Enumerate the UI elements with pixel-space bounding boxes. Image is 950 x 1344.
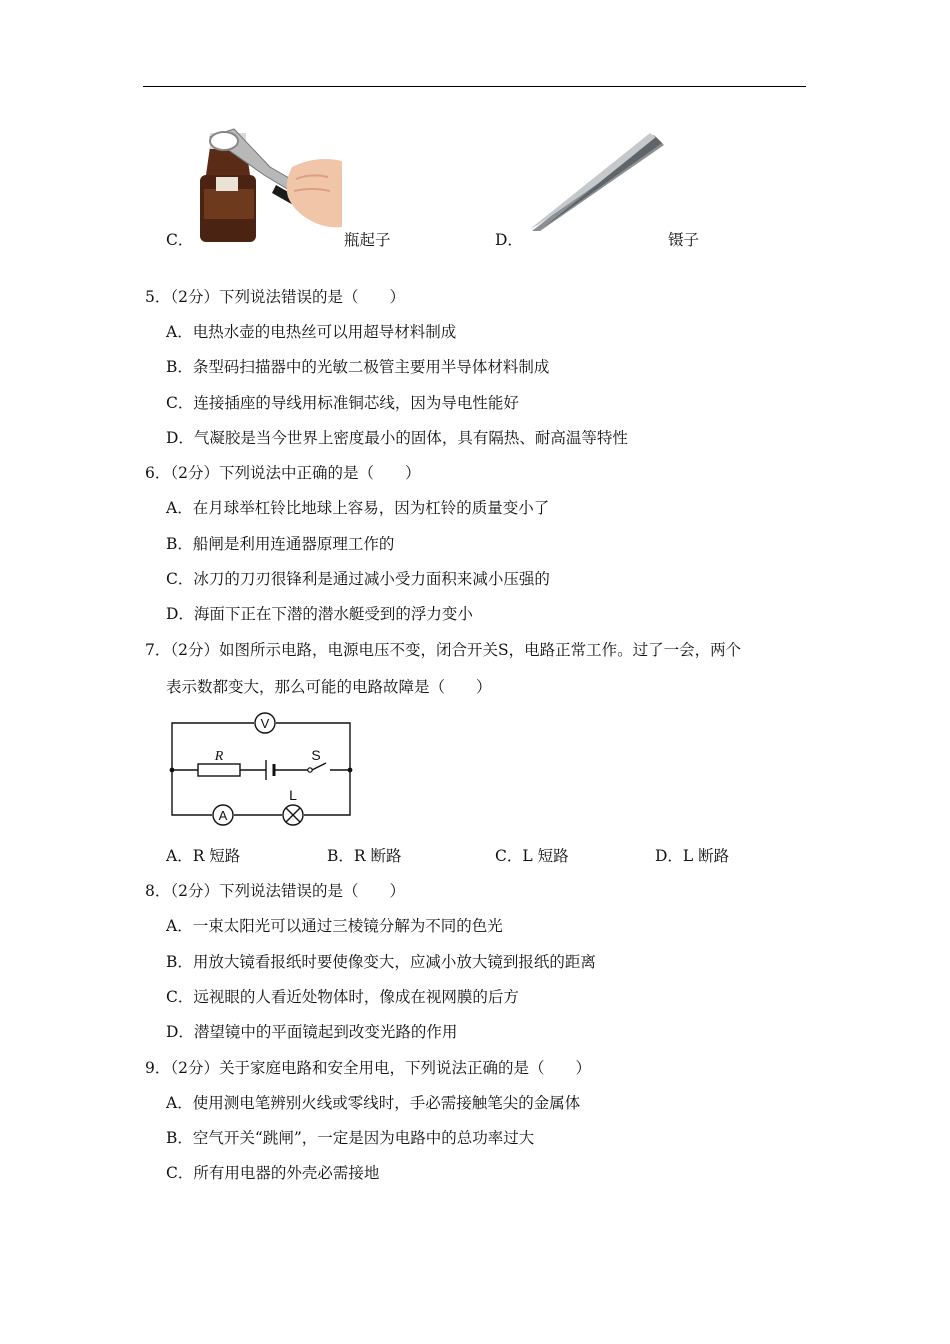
q5-option-a: A．电热水壶的电热丝可以用超导材料制成 [166,323,457,341]
resistor-label: R [214,749,224,764]
q5-option-c: C．连接插座的导线用标准铜芯线，因为导电性能好 [166,394,519,412]
q8-option-b: B．用放大镜看报纸时要使像变大，应减小放大镜到报纸的距离 [166,953,596,971]
q8-option-a: A．一束太阳光可以通过三棱镜分解为不同的色光 [166,917,503,935]
q7-option-b: B．R 断路 [327,847,402,865]
junction-dot-left [170,768,175,773]
q8-stem: 8．（2分）下列说法错误的是（ ） [145,882,405,900]
bottle-opener-image [196,127,342,242]
option-c-caption: 瓶起子 [344,231,391,249]
q9-option-a: A．使用测电笔辨别火线或零线时，手必需接触笔尖的金属体 [166,1094,581,1112]
q7-option-a: A．R 短路 [166,847,241,865]
q6-option-d: D．海面下正在下潜的潜水艇受到的浮力变小 [166,605,473,623]
q9-option-c: C．所有用电器的外壳必需接地 [166,1164,380,1182]
ammeter-label: A [218,808,228,823]
q7-option-c: C．L 短路 [495,847,569,865]
q8-option-d: D．潜望镜中的平面镜起到改变光路的作用 [166,1023,458,1041]
switch-label: S [311,747,321,763]
q9-stem: 9．（2分）关于家庭电路和安全用电，下列说法正确的是（ ） [145,1059,591,1077]
tweezers-image [524,127,664,242]
switch-contact [308,768,312,772]
q9-option-b: B．空气开关“跳闸”，一定是因为电路中的总功率过大 [166,1129,535,1147]
circuit-diagram [166,708,358,830]
header-rule [143,86,806,87]
q6-option-c: C．冰刀的刀刃很锋利是通过减小受力面积来减小压强的 [166,570,550,588]
q7-stem-line1: 7．（2分）如图所示电路，电源电压不变，闭合开关S，电路正常工作。过了一会，两个 [145,641,742,659]
q7-option-d: D．L 断路 [655,847,730,865]
q6-option-a: A．在月球举杠铃比地球上容易，因为杠铃的质量变小了 [166,499,550,517]
q8-option-c: C．远视眼的人看近处物体时，像成在视网膜的后方 [166,988,519,1006]
option-d-letter: D． [495,231,523,249]
q5-option-b: B．条型码扫描器中的光敏二极管主要用半导体材料制成 [166,358,550,376]
q5-stem: 5．（2分）下列说法错误的是（ ） [145,288,405,306]
junction-dot-right [348,768,353,773]
option-d-caption: 镊子 [668,231,700,249]
q7-stem-line2: 表示数都变大，那么可能的电路故障是（ ） [166,678,492,696]
voltmeter-label: V [260,716,270,731]
lamp-label: L [289,787,297,803]
q5-option-d: D．气凝胶是当今世界上密度最小的固体，具有隔热、耐高温等特性 [166,429,628,447]
q6-stem: 6．（2分）下列说法中正确的是（ ） [145,464,421,482]
option-c-letter: C． [166,231,194,249]
q6-option-b: B．船闸是利用连通器原理工作的 [166,535,395,553]
